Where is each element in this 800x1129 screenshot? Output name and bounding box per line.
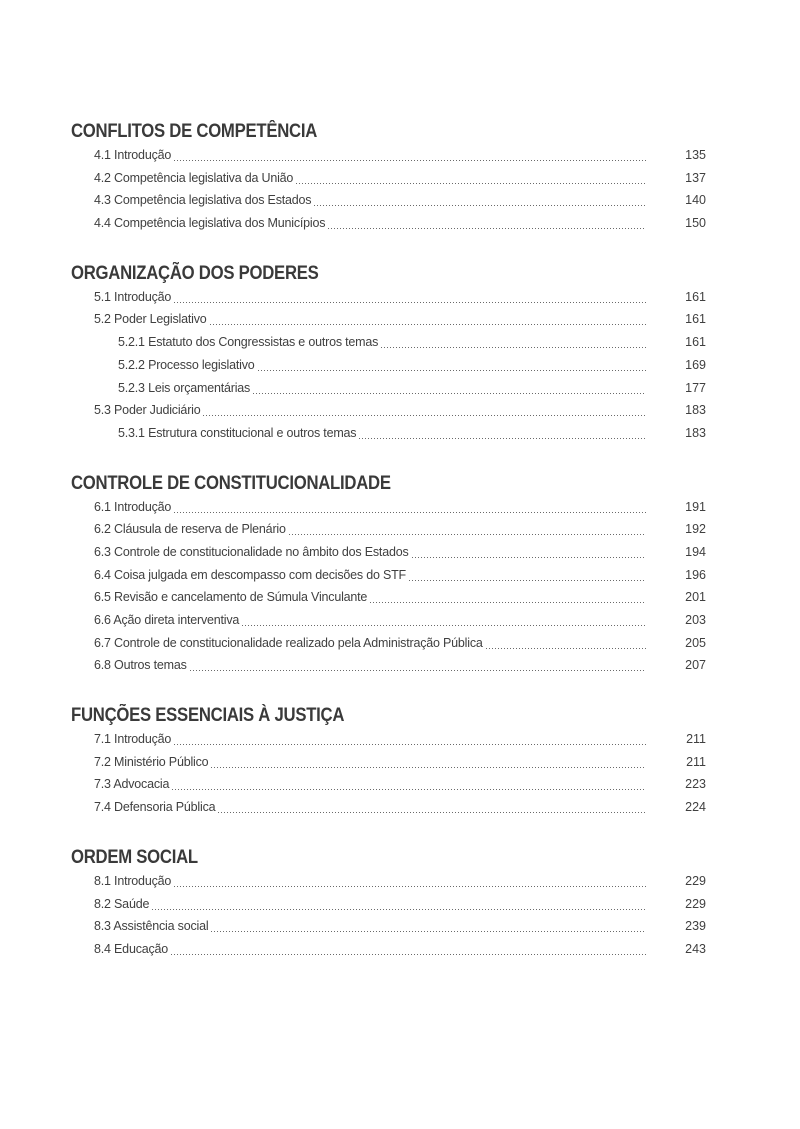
toc-entry[interactable] (71, 212, 721, 235)
toc-entry[interactable] (71, 167, 721, 190)
toc-entry[interactable] (71, 773, 721, 796)
dot-leader (288, 518, 646, 541)
entry-label: 7.1 Introdução (94, 732, 172, 747)
page-number: 203 (685, 613, 706, 627)
toc-entry[interactable] (71, 796, 721, 819)
toc-entry[interactable] (71, 377, 721, 400)
chapter-section (71, 121, 721, 235)
dot-leader (408, 564, 646, 587)
dot-leader (313, 189, 646, 212)
toc-entry[interactable] (71, 564, 721, 587)
page-number: 140 (685, 193, 706, 208)
toc-entry[interactable] (71, 893, 721, 916)
dot-leader (257, 354, 646, 377)
toc-entry[interactable] (71, 422, 721, 445)
page-number: 183 (685, 425, 706, 440)
entry-label: 7.2 Ministério Público (94, 754, 209, 769)
page-number: 137 (685, 170, 706, 185)
entry-label: 8.1 Introdução (94, 873, 172, 888)
page-number: 150 (685, 216, 706, 231)
chapter-section (71, 263, 721, 445)
dot-leader (210, 915, 646, 938)
chapter-section (71, 847, 721, 961)
page-number: 211 (686, 732, 706, 747)
dot-leader (241, 609, 646, 632)
chapter-title: CONTROLE DE CONSTITUCIONALIDADE (71, 472, 391, 494)
page-number: 224 (685, 800, 706, 815)
dot-leader (217, 796, 646, 819)
entry-label: 5.3 Poder Judiciário (94, 403, 201, 418)
entry-label: 4.4 Competência legislativa dos Municípios (94, 216, 326, 231)
dot-leader (173, 496, 646, 519)
dot-leader (170, 938, 646, 961)
dot-leader (189, 654, 646, 677)
dot-leader (485, 632, 646, 655)
dot-leader (209, 308, 646, 331)
page-number: 191 (685, 499, 706, 514)
entry-label: 6.3 Controle de constitucionalidade no âmbito dos Estados (94, 544, 409, 559)
dot-leader (327, 212, 646, 235)
dot-leader (171, 773, 646, 796)
entry-label: 8.4 Educação (94, 941, 169, 956)
entry-label: 6.7 Controle de constitucionalidade realizado pela Administração Pública (94, 635, 483, 650)
toc-entry[interactable] (71, 870, 721, 893)
page-number: 161 (685, 289, 706, 304)
toc-entry[interactable] (71, 189, 721, 212)
page-number: 205 (685, 635, 706, 650)
dot-leader (202, 399, 646, 422)
page-number: 135 (685, 148, 706, 162)
dot-leader (295, 167, 646, 190)
entry-label: 5.1 Introdução (94, 289, 172, 304)
page-number: 229 (685, 873, 706, 888)
entry-label: 6.1 Introdução (94, 499, 172, 514)
entry-label: 8.3 Assistência social (94, 919, 209, 934)
entry-label: 5.2.1 Estatuto dos Congressistas e outros temas (118, 335, 379, 350)
entry-label: 5.2.2 Processo legislativo (118, 357, 255, 372)
dot-leader (411, 541, 646, 564)
toc-entry[interactable] (71, 399, 721, 422)
toc-entry[interactable] (71, 354, 721, 377)
dot-leader (173, 870, 646, 893)
chapter-title: ORGANIZAÇÃO DOS PODERES (71, 262, 319, 284)
dot-leader (369, 586, 646, 609)
chapter-section (71, 473, 721, 678)
dot-leader (173, 144, 646, 167)
page-number: 239 (685, 919, 706, 934)
page-number: 161 (685, 312, 706, 327)
entry-label: 6.5 Revisão e cancelamento de Súmula Vinculante (94, 590, 368, 605)
entry-label: 6.2 Cláusula de reserva de Plenário (94, 522, 286, 537)
toc-entry[interactable] (71, 751, 721, 774)
entry-label: 5.2 Poder Legislativo (94, 312, 207, 327)
page-number: 169 (685, 357, 706, 372)
page-number: 177 (685, 380, 706, 395)
entry-label: 5.2.3 Leis orçamentárias (118, 380, 251, 395)
toc-entry[interactable] (71, 541, 721, 564)
toc-entry[interactable] (71, 308, 721, 331)
chapter-title: ORDEM SOCIAL (71, 846, 198, 868)
page-number: 211 (686, 754, 706, 769)
page-number: 229 (685, 896, 706, 911)
dot-leader (252, 377, 646, 400)
toc-entry[interactable] (71, 518, 721, 541)
toc-entry[interactable] (71, 496, 721, 519)
page-number: 194 (685, 544, 706, 559)
toc-entry[interactable] (71, 915, 721, 938)
dot-leader (380, 331, 646, 354)
entry-label: 5.3.1 Estrutura constitucional e outros temas (118, 425, 357, 440)
entry-label: 4.2 Competência legislativa da União (94, 170, 294, 185)
entry-label: 7.4 Defensoria Pública (94, 800, 216, 815)
entry-label: 4.1 Introdução (94, 148, 172, 162)
toc-entry[interactable] (71, 331, 721, 354)
page-number: 192 (685, 522, 706, 537)
entry-label: 6.6 Ação direta interventiva (94, 613, 240, 627)
toc-entry[interactable] (71, 144, 721, 167)
dot-leader (173, 286, 646, 309)
entry-label: 6.8 Outros temas (94, 658, 187, 673)
dot-leader (210, 751, 646, 774)
chapter-title: FUNÇÕES ESSENCIAIS À JUSTIÇA (71, 705, 345, 727)
page-number: 161 (685, 335, 706, 350)
chapter-section (71, 705, 721, 819)
toc-entry[interactable] (71, 938, 721, 961)
entry-label: 6.4 Coisa julgada em descompasso com decisões do STF (94, 567, 406, 582)
page-number: 243 (685, 941, 706, 956)
entry-label: 7.3 Advocacia (94, 777, 170, 792)
entry-label: 4.3 Competência legislativa dos Estados (94, 193, 312, 208)
dot-leader (358, 422, 646, 445)
toc-entry[interactable] (71, 654, 721, 677)
table-of-contents (71, 121, 721, 989)
dot-leader (151, 893, 646, 916)
page-number: 196 (685, 567, 706, 582)
entry-label: 8.2 Saúde (94, 896, 150, 911)
page-number: 201 (685, 590, 706, 605)
toc-entry[interactable] (71, 286, 721, 309)
toc-entry[interactable] (71, 586, 721, 609)
toc-entry[interactable] (71, 728, 721, 751)
page-number: 183 (685, 403, 706, 418)
dot-leader (173, 728, 646, 751)
page-number: 223 (685, 777, 706, 792)
toc-entry[interactable] (71, 632, 721, 655)
page-number: 207 (685, 658, 706, 673)
chapter-title: CONFLITOS DE COMPETÊNCIA (71, 121, 318, 142)
toc-entry[interactable] (71, 609, 721, 632)
